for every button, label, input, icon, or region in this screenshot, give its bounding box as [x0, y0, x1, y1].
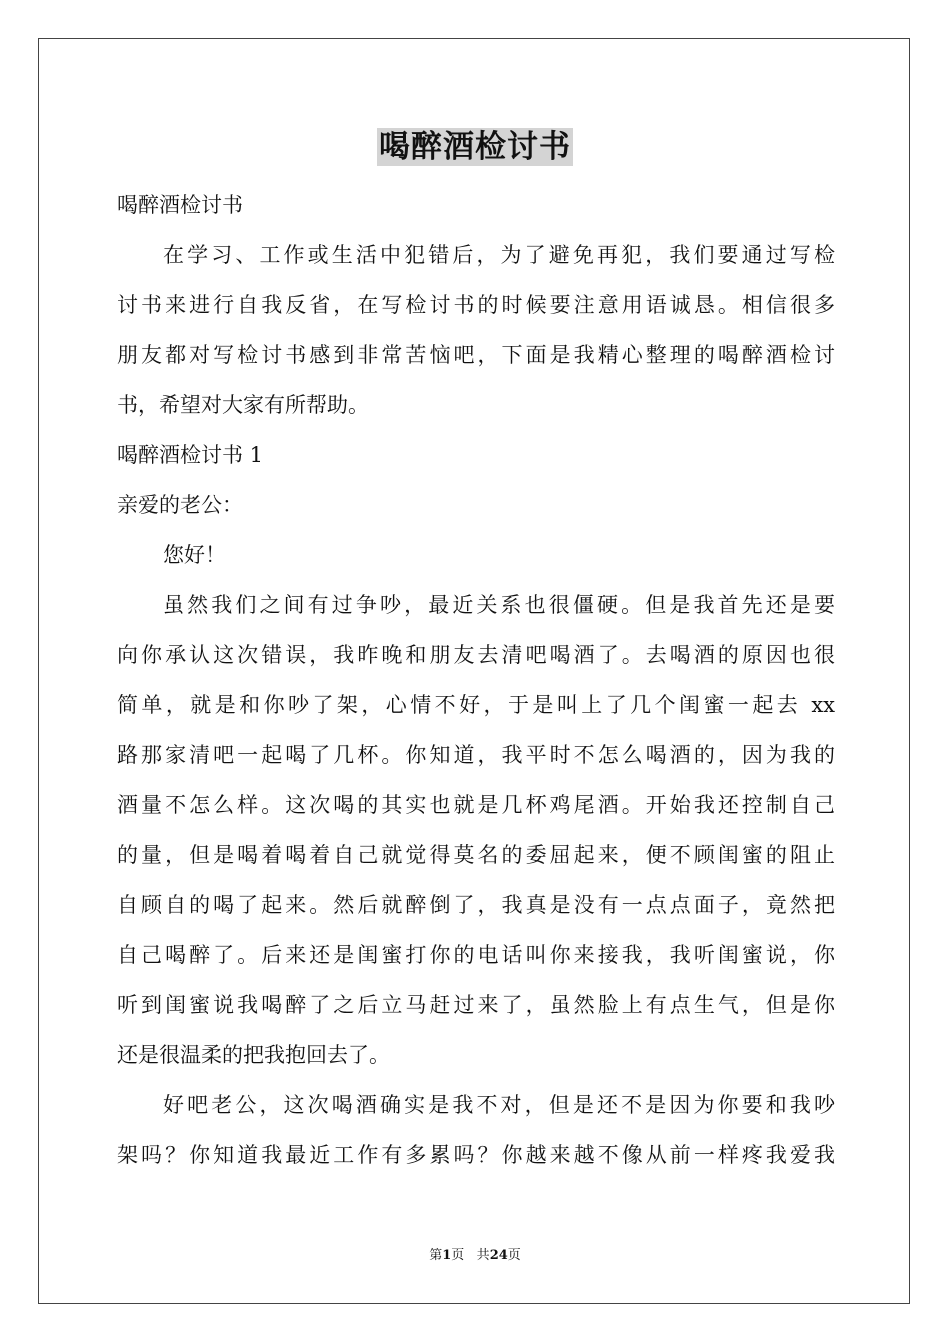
text-line: 的量，但是喝着喝着自己就觉得莫名的委屈起来，便不顾闺蜜的阻止 [117, 843, 835, 867]
text-line: 讨书来进行自我反省，在写检讨书的时候要注意用语诚恳。相信很多 [117, 293, 835, 317]
text-line: 朋友都对写检讨书感到非常苦恼吧，下面是我精心整理的喝醉酒检讨 [117, 343, 835, 367]
page-prefix: 第 [429, 1248, 443, 1263]
text-line: 喝醉酒检讨书 1 [117, 443, 264, 467]
page-footer [0, 1247, 950, 1265]
text-line: 在学习、工作或生活中犯错后，为了避免再犯，我们要通过写检 [163, 243, 835, 267]
text-line: 路那家清吧一起喝了几杯。你知道，我平时不怎么喝酒的，因为我的 [117, 743, 835, 767]
page-number: 1 [442, 1248, 452, 1263]
text-line: 向你承认这次错误，我昨晚和朋友去清吧喝酒了。去喝酒的原因也很 [117, 643, 835, 667]
document-title: 喝醉酒检讨书 [379, 129, 571, 165]
page-suffix: 页 [451, 1248, 465, 1263]
text-line: 虽然我们之间有过争吵，最近关系也很僵硬。但是我首先还是要 [163, 593, 835, 617]
text-line: 自顾自的喝了起来。然后就醉倒了，我真是没有一点点面子，竟然把 [117, 893, 835, 917]
text-line: 您好！ [163, 543, 226, 567]
total-suffix: 页 [507, 1248, 521, 1263]
text-line: 自己喝醉了。后来还是闺蜜打你的电话叫你来接我，我听闺蜜说，你 [117, 943, 835, 967]
text-line: 亲爱的老公： [117, 493, 243, 517]
text-line: 好吧老公，这次喝酒确实是我不对，但是还不是因为你要和我吵 [163, 1093, 835, 1117]
document-body [117, 180, 835, 1180]
text-line: 听到闺蜜说我喝醉了之后立马赶过来了，虽然脸上有点生气，但是你 [117, 993, 835, 1017]
total-prefix: 共 [476, 1248, 490, 1263]
text-line: 简单，就是和你吵了架，心情不好，于是叫上了几个闺蜜一起去 xx [117, 693, 835, 717]
total-pages: 24 [489, 1248, 508, 1263]
text-line: 还是很温柔的把我抱回去了。 [117, 1043, 390, 1067]
text-line: 酒量不怎么样。这次喝的其实也就是几杯鸡尾酒。开始我还控制自己 [117, 793, 835, 817]
title-container [0, 128, 950, 166]
text-line: 书，希望对大家有所帮助。 [117, 393, 369, 417]
text-line: 喝醉酒检讨书 [117, 193, 243, 217]
text-line: 架吗？你知道我最近工作有多累吗？你越来越不像从前一样疼我爱我 [117, 1143, 835, 1167]
